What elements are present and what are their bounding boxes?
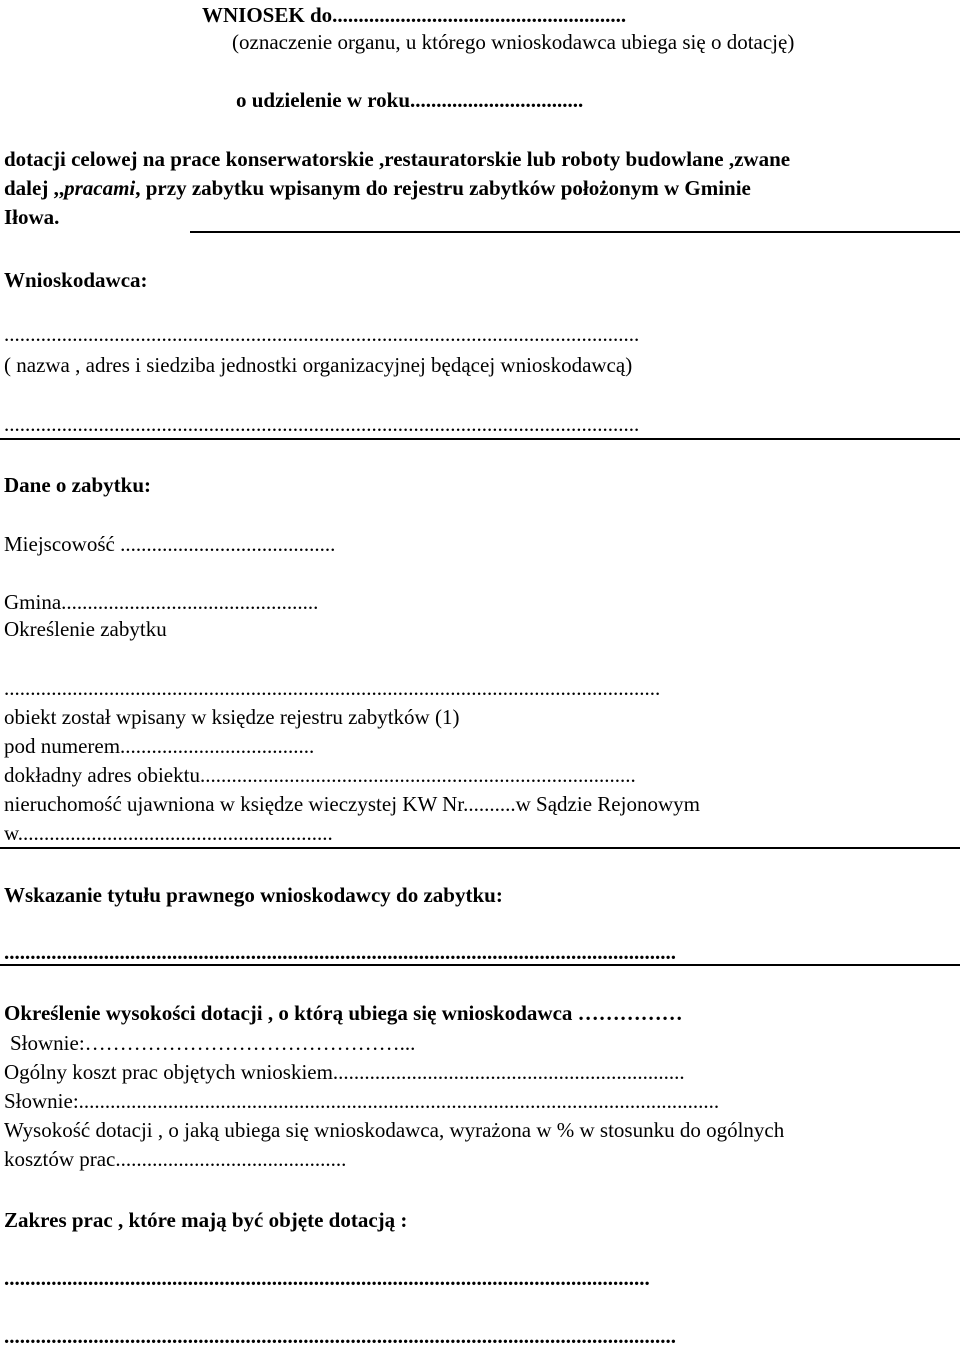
legal-title-heading: Wskazanie tytułu prawnego wnioskodawcy do zabytku: <box>4 883 503 907</box>
scope-dots-2: ................................................................................................................................ <box>4 1324 676 1348</box>
applicant-dots-2: ......................................................................................................................... <box>4 412 640 436</box>
applicant-heading: Wnioskodawca: <box>4 268 148 292</box>
divider <box>0 964 960 966</box>
scope-dots-1: ........................................................................................................................... <box>4 1266 650 1290</box>
amount-in-words-2: Słownie:.......................................................................................................................... <box>4 1089 720 1113</box>
intro-line-1: dotacji celowej na prace konserwatorskie ,restauratorskie lub roboty budowlane ,zwane <box>4 147 791 171</box>
amount-in-words-1: Słownie:………………………………………... <box>10 1031 416 1055</box>
intro-line-3: Iłowa. <box>4 205 60 229</box>
monument-designation: Określenie zabytku <box>4 617 167 641</box>
address-line: dokładny adres obiektu................................................................................... <box>4 763 636 787</box>
total-cost-line: Ogólny koszt prac objętych wnioskiem................................................................... <box>4 1060 685 1084</box>
register-line: obiekt został wpisany w księdze rejestru zabytków (1) <box>4 705 460 729</box>
divider <box>190 231 960 233</box>
scope-heading: Zakres prac , które mają być objęte dotacją : <box>4 1208 408 1232</box>
authority-note: (oznaczenie organu, u którego wnioskodawca ubiega się o dotację) <box>232 30 795 54</box>
commune-line: Gmina................................................. <box>4 590 319 614</box>
divider <box>0 847 960 849</box>
register-number-line: pod numerem..................................... <box>4 734 315 758</box>
year-line: o udzielenie w roku................................. <box>236 88 584 112</box>
applicant-note: ( nazwa , adres i siedziba jednostki organizacyjnej będącej wnioskodawcą) <box>4 353 633 377</box>
amount-heading: Określenie wysokości dotacji , o którą ubiega się wnioskodawca …………… <box>4 1001 683 1025</box>
percentage-line-1: Wysokość dotacji , o jaką ubiega się wnioskodawca, wyrażona w % w stosunku do ogólnych <box>4 1118 785 1142</box>
divider <box>0 438 960 440</box>
intro-suffix: , przy zabytku wpisanym do rejestru zabytków położonym w Gminie <box>135 176 751 200</box>
monument-dots: ............................................................................................................................. <box>4 676 661 700</box>
form-title: WNIOSEK do........................................................ <box>202 3 627 27</box>
legal-title-dots: ................................................................................................................................ <box>4 940 676 964</box>
intro-line-2 <box>4 175 751 201</box>
land-register-line: nieruchomość ujawniona w księdze wieczystej KW Nr..........w Sądzie Rejonowym <box>4 792 700 816</box>
applicant-dots-1: ......................................................................................................................... <box>4 322 640 346</box>
percentage-line-2: kosztów prac............................................ <box>4 1147 347 1171</box>
locality-line: Miejscowość ......................................... <box>4 532 336 556</box>
intro-pracami: pracami <box>64 176 136 200</box>
monument-heading: Dane o zabytku: <box>4 473 152 497</box>
intro-prefix: dalej ,, <box>4 176 65 200</box>
court-line: w............................................................ <box>4 821 333 845</box>
